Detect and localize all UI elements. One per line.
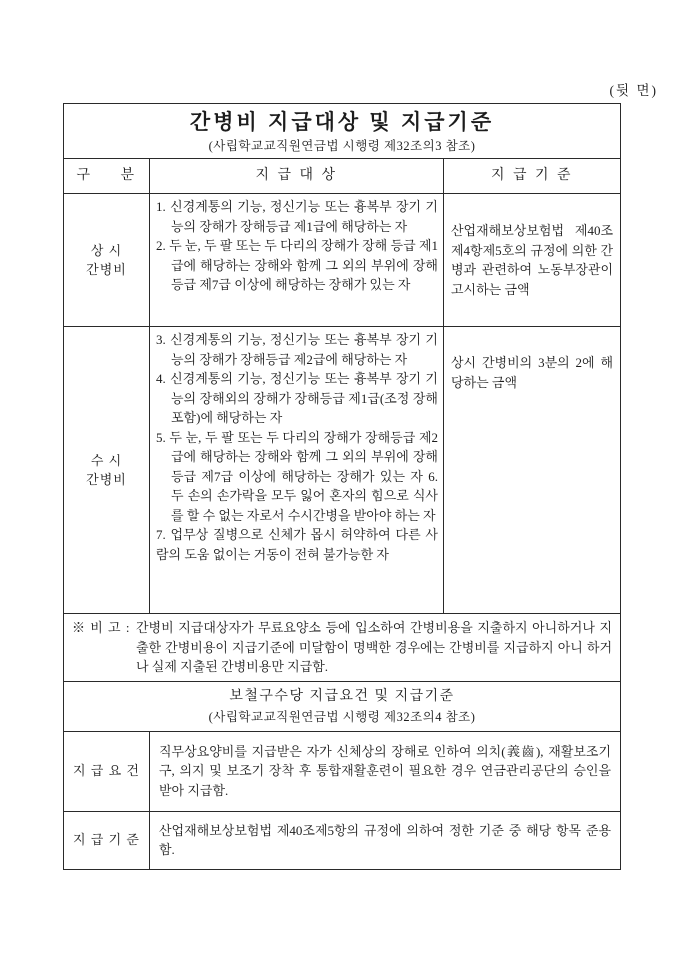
column-header-target: 지 급 대 상: [150, 159, 444, 194]
remark-text: 간병비 지급대상자가 무료요양소 등에 입소하여 간병비용을 지출하지 아니하거나 지출한 간병비용이 지급기준에 미달함이 명백한 경우에는 간병비를 지급하지 아니 하거나 실제 지출된 간병비용만 지급함.: [136, 620, 613, 674]
occasional-care-label: [64, 327, 150, 614]
target-item-2: 2. 두 눈, 두 팔 또는 두 다리의 장해가 장해 등급 제1급에 해당하는 장해와 함께 그 외의 부위에 장해등급 제7급 이상에 해당하는 장해가 있는 자: [156, 238, 438, 292]
column-header-standard: 지 급 기 준: [444, 159, 621, 194]
occasional-care-standard: 상시 간병비의 3분의 2에 해당하는 금액: [444, 327, 621, 614]
constant-care-label-line2: 간병비: [86, 262, 127, 277]
constant-care-targets: [150, 194, 444, 327]
occasional-care-targets: [150, 327, 444, 614]
constant-care-label-line1: 상 시: [90, 242, 123, 258]
payment-requirement-text: 직무상요양비를 지급받은 자가 신체상의 장해로 인하여 의치(義齒), 재활보조기구, 의지 및 보조기 장착 후 통합재활훈련이 필요한 경우 연금관리공단의 승인을 받아 지급함.: [150, 731, 621, 811]
payment-requirement-label: 지 급 요 건: [64, 731, 150, 811]
care-title-row: [64, 104, 621, 159]
occasional-care-label-line2: 간병비: [86, 472, 127, 487]
prosthesis-title-cell: [64, 681, 621, 731]
care-section-subtitle: (사립학교교직원연금법 시행령 제32조의3 참조): [208, 139, 476, 153]
target-item-4: 4. 신경계통의 기능, 정신기능 또는 흉복부 장기 기능의 장해외의 장해가 장해등급 제1급(조정 장해 포함)에 해당하는 자: [156, 371, 438, 425]
remark-content: [72, 618, 612, 677]
remark-row: [64, 614, 621, 682]
prosthesis-title-row: [64, 681, 621, 731]
care-header-row: [64, 159, 621, 194]
target-item-1: 1. 신경계통의 기능, 정신기능 또는 흉복부 장기 기능의 장해가 장해등급 제1급에 해당하는 자: [156, 199, 438, 234]
target-item-3: 3. 신경계통의 기능, 정신기능 또는 흉복부 장기 기능의 장해가 장해등급 제2급에 해당하는 자: [156, 332, 438, 367]
back-side-note: (뒷 면): [609, 83, 658, 98]
remark-label: ※ 비 고 :: [72, 620, 131, 635]
prosthesis-section-title: 보철구수당 지급요건 및 지급기준: [229, 689, 455, 704]
care-title-cell: [64, 104, 621, 159]
payment-standard-text: 산업재해보상보험법 제40조제5항의 규정에 의하여 정한 기준 중 해당 항목 준용함.: [150, 811, 621, 869]
column-header-category: 구 분: [64, 159, 150, 194]
occasional-care-label-line1: 수 시: [90, 452, 123, 468]
constant-care-standard: 산업재해보상보험법 제40조 제4항제5호의 규정에 의한 간병과 관련하여 노동부장관이 고시하는 금액: [444, 194, 621, 327]
payment-requirement-row: [64, 731, 621, 811]
care-section-title: 간병비 지급대상 및 지급기준: [189, 110, 495, 134]
remark-cell: [64, 614, 621, 682]
benefit-criteria-table: [63, 103, 621, 870]
prosthesis-section-subtitle: (사립학교교직원연금법 시행령 제32조의4 참조): [208, 710, 476, 724]
target-item-7: 7. 업무상 질병으로 신체가 몹시 허약하여 다른 사람의 도움 없이는 거동이 전혀 불가능한 자: [156, 527, 438, 562]
payment-standard-label: 지 급 기 준: [64, 811, 150, 869]
constant-care-label: [64, 194, 150, 327]
constant-care-row: [64, 194, 621, 327]
occasional-care-row: [64, 327, 621, 614]
payment-standard-row: [64, 811, 621, 869]
target-item-5-6: 5. 두 눈, 두 팔 또는 두 다리의 장해가 장해등급 제2급에 해당하는 장해와 함께 그 외의 부위에 장해등급 제7급 이상에 해당하는 장해가 있는 자 6. 두 손의 손가락을 모두 잃어 혼자의 힘으로 식사를 할 수 없는 자로서 수시간병을 받아야 하는 자: [156, 429, 438, 523]
